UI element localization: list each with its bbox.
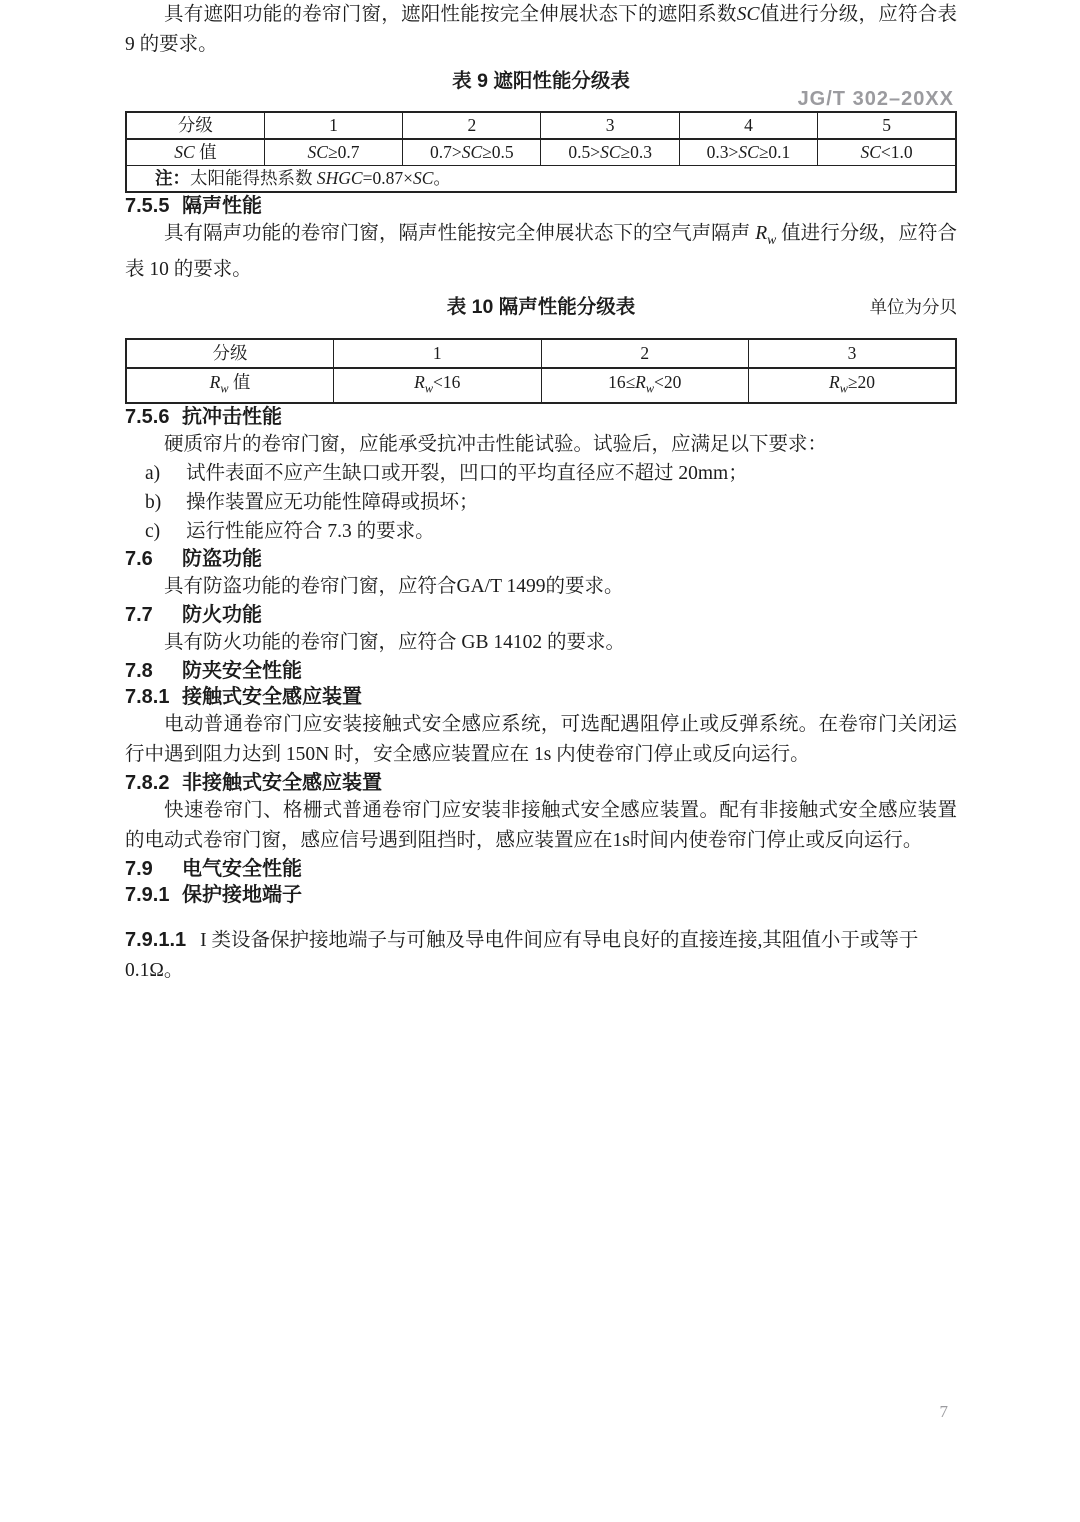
section-number: 7.8.1 <box>125 686 170 709</box>
section-heading-7-7 <box>125 602 957 628</box>
section-number: 7.8 <box>125 660 153 683</box>
table-cell: $R_w$ 值 <box>126 368 334 404</box>
list-item-label: b) <box>145 492 162 514</box>
section-7-8-2-paragraph: 快速卷帘门、格栅式普通卷帘门应安装非接触式安全感应装置。配有非接触式安全感应装置的电动式卷帘门窗，感应信号遇到阻挡时，感应装置应在1s时间内使卷帘门停止或反向运行。 <box>125 800 957 852</box>
section-7-5-6-paragraph: 硬质帘片的卷帘门窗，应能承受抗冲击性能试验。试验后，应满足以下要求： <box>164 434 828 456</box>
table-cell: 1 <box>264 112 402 139</box>
section-7-6-paragraph: 具有防盗功能的卷帘门窗，应符合GA/T 1499的要求。 <box>164 576 624 598</box>
section-title: 防火功能 <box>182 604 262 627</box>
shading-intro-paragraph: 具有遮阳功能的卷帘门窗，遮阳性能按完全伸展状态下的遮阳系数SC值进行分级，应符合表9 的要求。 <box>125 4 957 55</box>
list-item-text: 运行性能应符合 7.3 的要求。 <box>186 521 435 543</box>
table-cell: $R_w<16$ <box>334 368 542 404</box>
section-title: 接触式安全感应装置 <box>182 686 362 709</box>
table-cell: $16\le R_w<20$ <box>541 368 749 404</box>
table-cell: $R_w\ge 20$ <box>749 368 957 404</box>
table-cell: 0.3>SC≥0.1 <box>679 139 817 166</box>
table-cell: 1 <box>334 339 542 368</box>
section-heading-7-8-1 <box>125 684 957 710</box>
section-title: 非接触式安全感应装置 <box>182 772 382 795</box>
table-row <box>126 139 956 166</box>
section-7-7-paragraph: 具有防火功能的卷帘门窗，应符合 GB 14102 的要求。 <box>164 632 625 654</box>
page-number: 7 <box>939 1402 948 1421</box>
section-7-9-1-1-paragraph <box>125 925 957 986</box>
table-cell: 2 <box>541 339 749 368</box>
list-item-a <box>125 459 957 488</box>
table-cell: 分级 <box>126 339 334 368</box>
list-item-text: 试件表面不应产生缺口或开裂，凹口的平均直径应不超过 20mm； <box>186 463 748 485</box>
running-header-standard-code: JG/T 302–20XX <box>797 88 954 110</box>
list-item-label: a) <box>145 463 161 485</box>
section-7-5-5-paragraph: 具有隔声功能的卷帘门窗，隔声性能按完全伸展状态下的空气声隔声 $R_w$ 值进行分级，应符合表 10 的要求。 <box>125 223 957 280</box>
section-number: 7.9.1.1 <box>125 929 187 952</box>
page-content <box>125 0 957 986</box>
section-heading-7-5-5 <box>125 193 957 219</box>
table-cell: 0.7>SC≥0.5 <box>403 139 541 166</box>
table-cell: 2 <box>403 112 541 139</box>
section-title: 隔声性能 <box>182 195 262 217</box>
section-heading-7-8 <box>125 658 957 684</box>
section-heading-7-9 <box>125 856 957 882</box>
table10-caption: 表 10 隔声性能分级表 <box>446 295 636 318</box>
table-row <box>126 339 956 368</box>
table-cell: 3 <box>749 339 957 368</box>
table-cell: 0.5>SC≥0.3 <box>541 139 679 166</box>
table-cell: SC 值 <box>126 139 264 166</box>
section-heading-7-6 <box>125 546 957 572</box>
table-cell: SC≥0.7 <box>264 139 402 166</box>
table10-sound-insulation-grades <box>125 338 957 405</box>
section-title: 防盗功能 <box>182 548 262 571</box>
list-item-text: 操作装置应无功能性障碍或损坏； <box>186 492 479 514</box>
table-row <box>126 368 956 404</box>
section-number: 7.9.1 <box>125 884 170 907</box>
table10-unit-note: 单位为分贝 <box>869 296 957 317</box>
section-number: 7.7 <box>125 604 153 627</box>
table-note: 注：太阳能得热系数 SHGC=0.87×SC。 <box>126 166 956 193</box>
table-row <box>126 112 956 139</box>
section-number: 7.8.2 <box>125 772 170 795</box>
section-heading-7-9-1 <box>125 882 957 908</box>
section-number: 7.6 <box>125 548 153 571</box>
table-cell: SC<1.0 <box>818 139 956 166</box>
table-note-row <box>126 166 956 193</box>
table9-shading-grades <box>125 111 957 193</box>
section-number: 7.5.6 <box>125 406 170 429</box>
list-item-label: c) <box>145 521 161 543</box>
section-heading-7-5-6 <box>125 404 957 430</box>
table10-caption-row <box>125 294 957 320</box>
section-number: 7.5.5 <box>125 195 170 217</box>
table-cell: 4 <box>679 112 817 139</box>
table9-caption: 表 9 遮阳性能分级表 <box>452 70 630 92</box>
section-title: 抗冲击性能 <box>182 406 282 429</box>
table-cell: 3 <box>541 112 679 139</box>
section-7-8-1-paragraph: 电动普通卷帘门应安装接触式安全感应系统，可选配遇阻停止或反弹系统。在卷帘门关闭运行中遇到阻力达到 150N 时，安全感应装置应在 1s 内使卷帘门停止或反向运行。 <box>125 714 957 766</box>
section-text: I 类设备保护接地端子与可触及导电件间应有导电良好的直接连接,其阻值小于或等于 0.1Ω。 <box>125 930 919 982</box>
list-item-c <box>125 517 957 546</box>
list-item-b <box>125 488 957 517</box>
table-cell: 分级 <box>126 112 264 139</box>
section-title: 保护接地端子 <box>182 884 302 907</box>
section-heading-7-8-2 <box>125 770 957 796</box>
section-number: 7.9 <box>125 858 153 881</box>
section-title: 防夹安全性能 <box>182 660 302 683</box>
table-cell: 5 <box>818 112 956 139</box>
section-title: 电气安全性能 <box>182 858 302 881</box>
